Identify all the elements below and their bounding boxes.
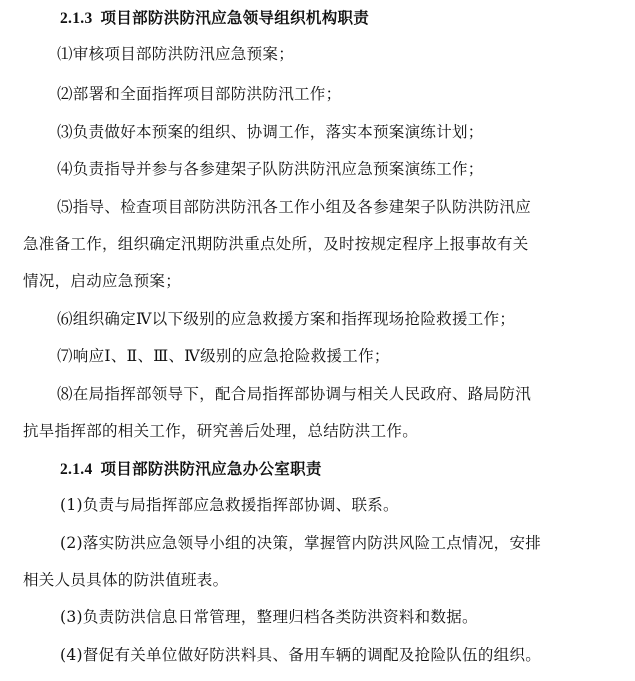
paragraph-line: 抗旱指挥部的相关工作，研究善后处理，总结防洪工作。	[23, 422, 419, 440]
list-item: (2)落实防洪应急领导小组的决策，掌握管内防洪风险工点情况，安排	[60, 534, 542, 552]
section-number: 2.1.3	[60, 10, 93, 27]
list-item: ⑺响应Ⅰ、Ⅱ、Ⅲ、Ⅳ级别的应急抢险救援工作；	[57, 347, 390, 365]
list-item: (1)负责与局指挥部应急救援指挥部协调、联系。	[60, 496, 399, 514]
section-heading	[60, 459, 322, 480]
section-heading	[60, 8, 369, 29]
list-item: ⑻在局指挥部领导下，配合局指挥部协调与相关人民政府、路局防汛	[57, 385, 532, 403]
section-number: 2.1.4	[60, 461, 93, 478]
paragraph-line: 相关人员具体的防洪值班表。	[23, 571, 229, 589]
list-item: ⑶负责做好本预案的组织、协调工作，落实本预案演练计划；	[57, 123, 484, 141]
list-item: ⑷负责指导并参与各参建架子队防洪防汛应急预案演练工作；	[57, 160, 484, 178]
list-item: ⑵部署和全面指挥项目部防洪防汛工作；	[57, 85, 342, 103]
list-item: ⑴审核项目部防洪防汛应急预案；	[57, 45, 295, 63]
list-item: ⑹组织确定Ⅳ以下级别的应急救援方案和指挥现场抢险救援工作；	[57, 310, 516, 328]
section-title: 项目部防洪防汛应急领导组织机构职责	[100, 8, 370, 27]
paragraph-line: 情况，启动应急预案；	[23, 272, 182, 290]
list-item: (4)督促有关单位做好防洪料具、备用车辆的调配及抢险队伍的组织。	[60, 646, 542, 664]
paragraph-line: 急准备工作，组织确定汛期防洪重点处所，及时按规定程序上报事故有关	[23, 235, 529, 253]
list-item: (3)负责防洪信息日常管理，整理归档各类防洪资料和数据。	[60, 608, 478, 626]
section-title: 项目部防洪防汛应急办公室职责	[100, 459, 322, 478]
list-item: ⑸指导、检查项目部防洪防汛各工作小组及各参建架子队防洪防汛应	[57, 198, 532, 216]
